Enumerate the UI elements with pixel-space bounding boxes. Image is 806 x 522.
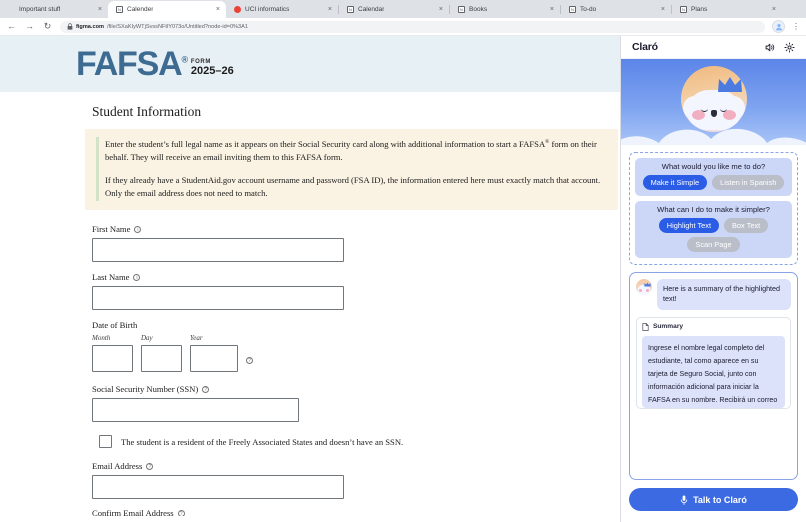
info-icon[interactable]: i bbox=[134, 226, 141, 233]
registered-trademark-icon: ® bbox=[545, 139, 550, 146]
reload-icon[interactable]: ↻ bbox=[43, 21, 52, 31]
tab-strip bbox=[0, 0, 806, 18]
talk-button-wrap bbox=[621, 480, 806, 522]
tab-favicon-none bbox=[8, 6, 15, 13]
option-row bbox=[640, 175, 787, 190]
help-icon[interactable]: ? bbox=[146, 463, 153, 470]
browser-toolbar bbox=[0, 18, 806, 36]
email-label-text: Email Address bbox=[92, 461, 143, 472]
gear-icon[interactable] bbox=[784, 42, 795, 53]
claro-title: Claró bbox=[632, 41, 658, 53]
option-group-question: What would you like me to do? bbox=[661, 162, 766, 171]
tab-title: To-do bbox=[580, 6, 597, 13]
tab-title: UCI informatics bbox=[245, 6, 290, 13]
option-group-0 bbox=[635, 158, 792, 196]
tab-close-icon[interactable]: × bbox=[771, 6, 776, 13]
last-name-input[interactable] bbox=[92, 286, 344, 310]
browser-tab-1[interactable] bbox=[108, 1, 226, 18]
option-row bbox=[640, 237, 787, 252]
talk-to-claro-button[interactable] bbox=[629, 488, 798, 511]
first-name-input[interactable] bbox=[92, 238, 344, 262]
dob-year-cell bbox=[190, 334, 238, 372]
tab-title: Important stuff bbox=[19, 6, 61, 13]
option-group-question: What can I do to make it simpler? bbox=[657, 205, 770, 214]
date-of-birth-label-text: Date of Birth bbox=[92, 320, 138, 331]
mascot-mouth bbox=[711, 110, 717, 117]
dob-month-input[interactable] bbox=[92, 345, 133, 372]
dob-month-cell bbox=[92, 334, 133, 372]
dob-day-input[interactable] bbox=[141, 345, 182, 372]
speaker-icon[interactable] bbox=[764, 42, 775, 53]
info-panel bbox=[85, 129, 618, 210]
tab-close-icon[interactable]: × bbox=[438, 6, 443, 13]
fafsa-wordmark-text: FAFSA bbox=[76, 44, 182, 83]
crown-icon bbox=[717, 76, 743, 93]
url-host: figma.com bbox=[76, 23, 104, 30]
dob-year-caption: Year bbox=[190, 334, 203, 343]
tab-close-icon[interactable]: × bbox=[549, 6, 554, 13]
summary-header bbox=[642, 323, 785, 331]
fafsa-form-label: FORM bbox=[190, 59, 211, 66]
mini-mascot-cheek-right bbox=[646, 289, 649, 292]
option-scan-page[interactable]: Scan Page bbox=[687, 237, 739, 252]
fafsa-logo bbox=[76, 44, 234, 83]
fas-checkbox-label: The student is a resident of the Freely Associated States and doesn’t have an SSN. bbox=[121, 436, 404, 447]
tab-close-icon[interactable]: × bbox=[327, 6, 332, 13]
browser-tab-3[interactable] bbox=[339, 1, 449, 18]
lock-icon bbox=[67, 23, 73, 30]
option-group-1 bbox=[635, 201, 792, 258]
summary-box bbox=[636, 317, 791, 409]
document-icon bbox=[642, 323, 649, 331]
dob-day-caption: Day bbox=[141, 334, 153, 343]
tab-favicon-red-dot-icon bbox=[234, 6, 241, 13]
dob-month-caption: Month bbox=[92, 334, 111, 343]
claro-message-row bbox=[636, 279, 791, 310]
tab-favicon-doc-icon: N bbox=[458, 6, 465, 13]
claro-hero bbox=[621, 59, 806, 145]
summary-label: Summary bbox=[653, 323, 684, 331]
page-title: Student Information bbox=[92, 104, 202, 119]
claro-options-panel bbox=[629, 152, 798, 265]
profile-avatar[interactable] bbox=[772, 20, 785, 33]
fafsa-form-year: 2025–26 bbox=[190, 65, 234, 78]
tab-title: Plans bbox=[691, 6, 708, 13]
tab-title: Calendar bbox=[358, 6, 385, 13]
first-name-label-text: First Name bbox=[92, 224, 131, 235]
option-listen-in-spanish[interactable]: Listen in Spanish bbox=[712, 175, 784, 190]
crown-icon bbox=[644, 282, 651, 287]
help-icon[interactable]: ? bbox=[178, 510, 185, 516]
browser-tab-2[interactable] bbox=[226, 1, 338, 18]
tab-close-icon[interactable]: × bbox=[97, 6, 102, 13]
option-box-text[interactable]: Box Text bbox=[724, 218, 768, 233]
dob-year-input[interactable] bbox=[190, 345, 238, 372]
tab-favicon-doc-icon: N bbox=[569, 6, 576, 13]
mini-mascot-cheek-left bbox=[639, 289, 642, 292]
address-bar[interactable] bbox=[60, 21, 765, 33]
browser-tab-5[interactable] bbox=[561, 1, 671, 18]
mic-icon bbox=[680, 495, 688, 505]
tab-close-icon[interactable]: × bbox=[660, 6, 665, 13]
ssn-input[interactable] bbox=[92, 398, 299, 422]
option-highlight-text[interactable]: Highlight Text bbox=[659, 218, 719, 233]
claro-message-bubble: Here is a summary of the highlighted text! bbox=[657, 279, 791, 310]
tab-title: Calender bbox=[127, 6, 154, 13]
info-paragraph-2: If they already have a StudentAid.gov account username and password (FSA ID), the information entered here must exactly match that account. Only the email address does not need to match. bbox=[105, 174, 601, 198]
claro-header-actions bbox=[764, 42, 795, 53]
help-icon[interactable]: ? bbox=[246, 357, 253, 364]
tab-title: Books bbox=[469, 6, 488, 13]
claro-header bbox=[621, 36, 806, 59]
claro-panel bbox=[620, 36, 806, 522]
url-path: /file/SXaKIyWTjSvssNFtlY073o/Untitled?node-id=0%3A1 bbox=[106, 23, 248, 30]
option-make-it-simple[interactable]: Make it Simple bbox=[643, 175, 707, 190]
info-paragraph-1: Enter the student’s full legal name as it appears on their Social Security card along with additional information to start a FAFSA® form on their behalf. They will receive an email inviting them to this FAFSA form. bbox=[105, 139, 597, 163]
browser-menu-icon[interactable]: ⋮ bbox=[792, 21, 800, 31]
fas-checkbox[interactable] bbox=[99, 435, 112, 448]
info-icon[interactable]: i bbox=[133, 274, 140, 281]
tab-close-icon[interactable]: × bbox=[215, 6, 220, 13]
option-row bbox=[640, 218, 787, 233]
claro-mini-avatar bbox=[636, 279, 652, 295]
email-input[interactable] bbox=[92, 475, 344, 499]
confirm-email-label-text: Confirm Email Address bbox=[92, 510, 174, 517]
person-icon bbox=[775, 23, 783, 31]
ssn-label-text: Social Security Number (SSN) bbox=[92, 384, 199, 395]
tab-favicon-doc-icon: N bbox=[680, 6, 687, 13]
info-accent-bar bbox=[96, 137, 99, 201]
forward-icon[interactable]: → bbox=[25, 21, 34, 31]
summary-text: Ingrese el nombre legal completo del estudiante, tal como aparece en su tarjeta de Seguro Social, junto con información adicional para iniciar la FAFSA en su nombre. Recibirá un correo bbox=[642, 336, 785, 408]
last-name-label-text: Last Name bbox=[92, 272, 130, 283]
back-icon[interactable]: ← bbox=[7, 21, 16, 31]
help-icon[interactable]: ? bbox=[202, 386, 209, 393]
tab-favicon-doc-icon: N bbox=[116, 6, 123, 13]
browser-tab-4[interactable] bbox=[450, 1, 560, 18]
claro-summary-card bbox=[629, 272, 798, 480]
fafsa-wordmark bbox=[76, 44, 187, 83]
talk-to-claro-label: Talk to Claró bbox=[693, 494, 747, 505]
browser-tab-0[interactable] bbox=[0, 1, 108, 18]
fafsa-form-meta bbox=[191, 59, 234, 80]
dob-day-cell bbox=[141, 334, 182, 372]
tab-favicon-doc-icon: N bbox=[347, 6, 354, 13]
claro-mascot bbox=[681, 66, 747, 132]
registered-trademark-icon: ® bbox=[181, 54, 187, 65]
browser-tab-6[interactable] bbox=[672, 1, 782, 18]
